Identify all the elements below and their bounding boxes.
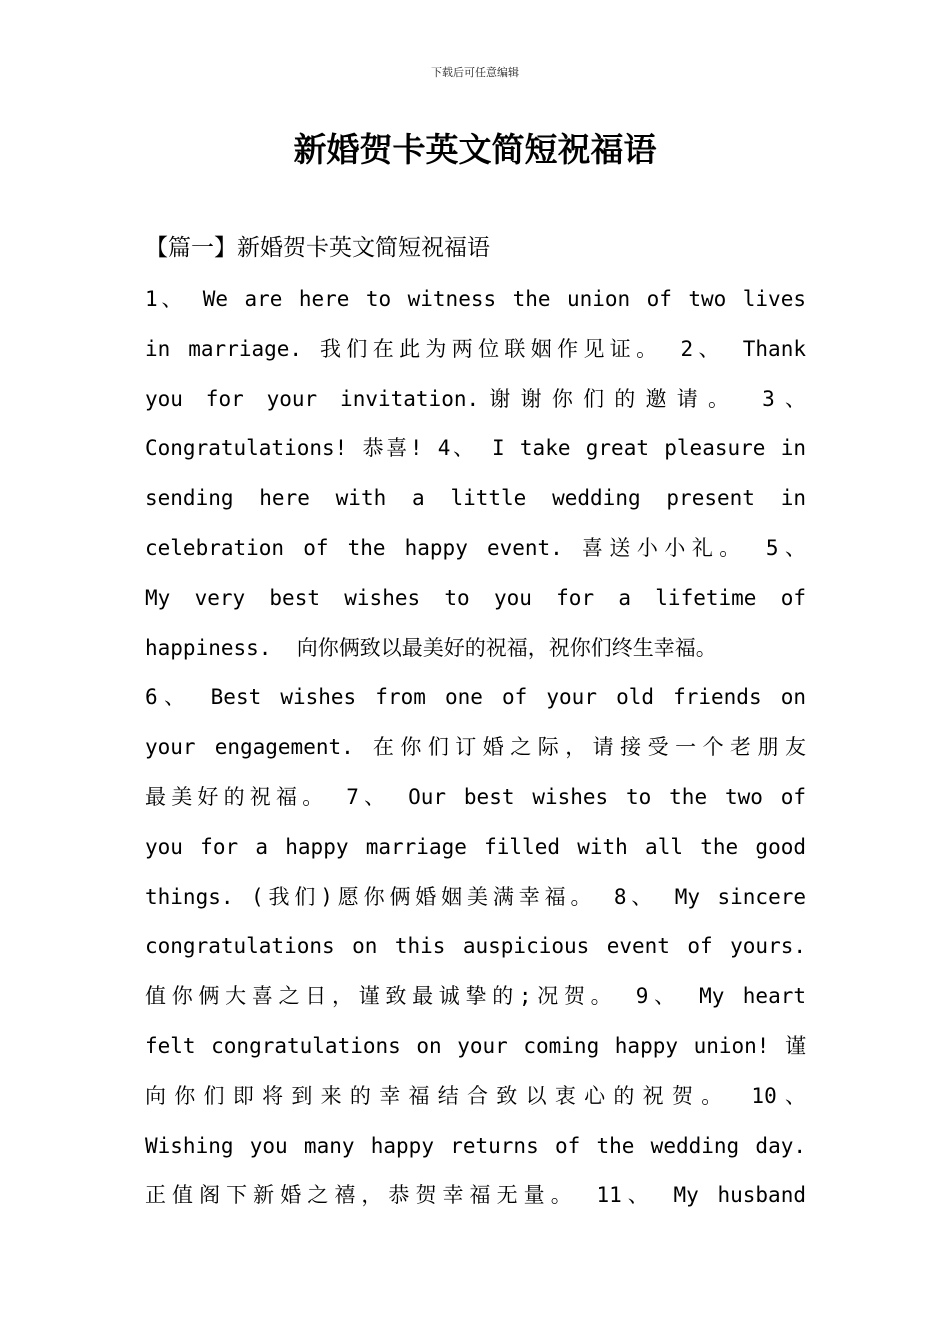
body-line-8: happiness. 向你俩致以最美好的祝福，祝你们终生幸福。 [145,635,717,660]
body-line-18: Wishing you many happy returns of the wedding day. [145,1133,806,1158]
body-line-9: 6、 Best wishes from one of your old friends on [145,685,806,710]
document-title: 新婚贺卡英文简短祝福语 [293,130,657,169]
body-line-10: your engagement. 在你们订婚之际，请接受一个老朋友 [145,735,806,760]
section-heading: 【篇一】新婚贺卡英文简短祝福语 [145,235,490,261]
body-line-17: 向你们即将到来的幸福结合致以衷心的祝贺。 10、 [145,1083,806,1108]
body-line-3: you for your invitation.谢谢你们的邀请。 3、 [145,386,806,411]
body-line-1: 1、 We are here to witness the union of two lives [145,287,806,311]
body-line-7: My very best wishes to you for a lifetime of [145,585,806,610]
header-note: 下载后可任意编辑 [431,66,519,79]
body-line-19: 正值阁下新婚之禧，恭贺幸福无量。 11、 My husband [145,1183,806,1208]
body-line-4: Congratulations! 恭喜! 4、 I take great pleasure in [145,436,806,461]
body-line-12: you for a happy marriage filled with all the good [145,834,806,859]
body-line-2: in marriage. 我们在此为两位联姻作见证。 2、 Thank [145,336,806,361]
body-line-15: 值你俩大喜之日，谨致最诚挚的;况贺。 9、 My heart [145,984,806,1009]
body-line-16: felt congratulations on your coming happy union! 谨 [145,1033,806,1058]
body-line-14: congratulations on this auspicious event of yours. [145,934,806,959]
body-text [145,275,845,1221]
body-line-5: sending here with a little wedding present in [145,486,806,511]
body-line-13: things. (我们)愿你俩婚姻美满幸福。 8、 My sincere [145,884,806,909]
body-line-6: celebration of the happy event. 喜送小小礼。 5、 [145,535,806,560]
body-line-11: 最美好的祝福。 7、 Our best wishes to the two of [145,784,806,809]
